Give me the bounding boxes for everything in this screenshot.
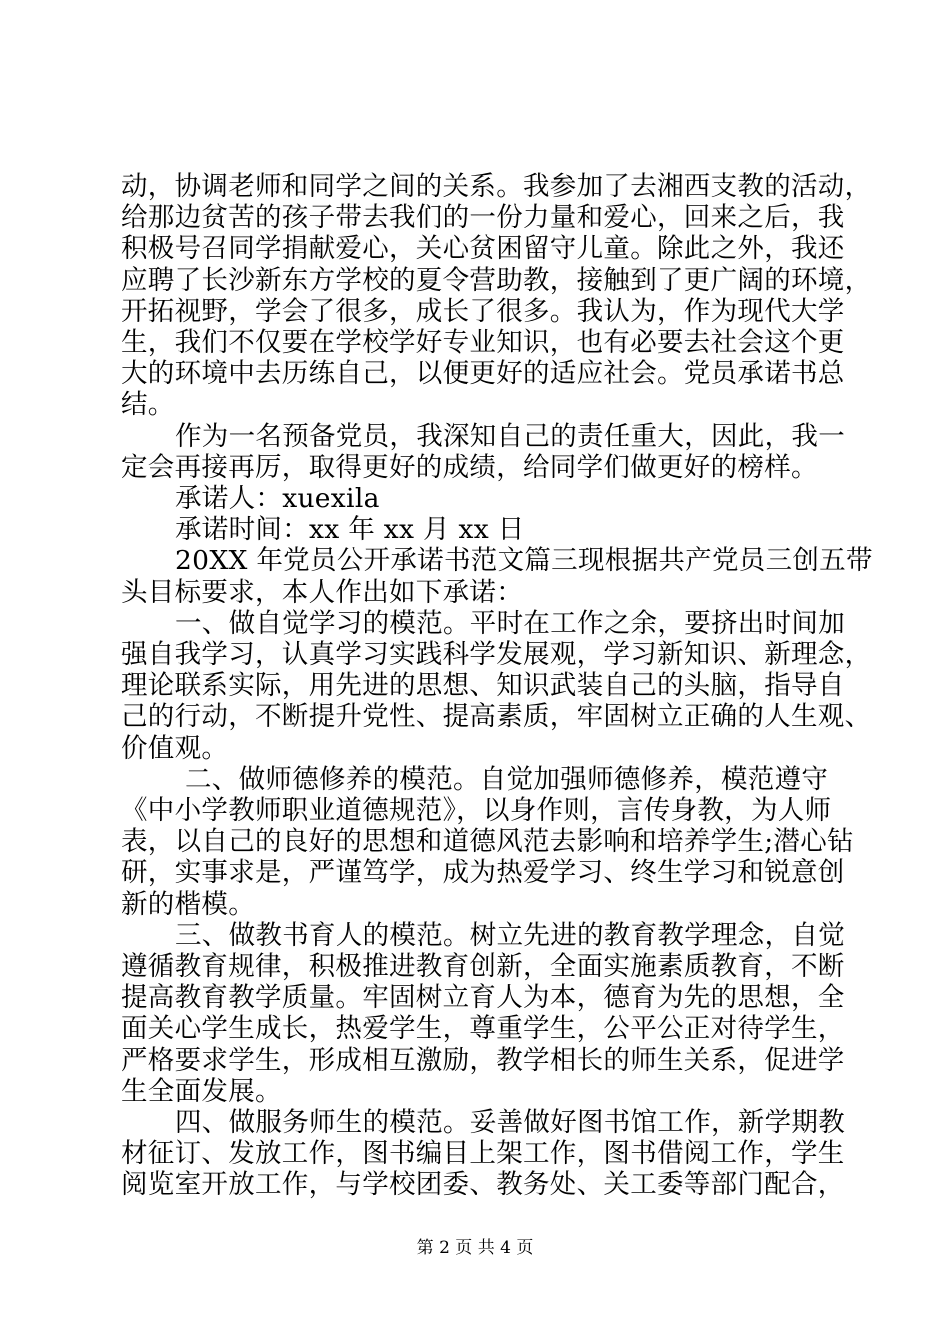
text-line: 头目标要求，本人作出如下承诺： [121, 577, 523, 608]
text-line: 强自我学习，认真学习实践科学发展观，学习新知识、新理念， [121, 639, 872, 670]
page-number-footer: 第 2 页 共 4 页 [416, 1238, 534, 1258]
text-line: 提高教育教学质量。牢固树立育人为本，德育为先的思想，全 [121, 982, 845, 1013]
text-line: 研，实事求是，严谨笃学，成为热爱学习、终生学习和锐意创 [121, 857, 845, 888]
text-line: 表，以自己的良好的思想和道德风范去影响和培养学生;潜心钻 [121, 826, 854, 857]
text-line: 价值观。 [121, 733, 229, 764]
signatory-line: 承诺人：xuexila [175, 483, 380, 514]
text-line: 严格要求学生，形成相互激励，教学相长的师生关系，促进学 [121, 1045, 845, 1076]
text-line: 生全面发展。 [121, 1076, 282, 1107]
paragraph-first-line: 二、做师德修养的模范。自觉加强师德修养，模范遵守 [185, 764, 829, 795]
text-line: 动，协调老师和同学之间的关系。我参加了去湘西支教的活动， [121, 171, 872, 202]
text-line: 理论联系实际，用先进的思想、知识武装自己的头脑，指导自 [121, 670, 845, 701]
text-line: 生，我们不仅要在学校学好专业知识，也有必要去社会这个更 [121, 327, 845, 358]
text-line: 《中小学教师职业道德规范》，以身作则，言传身教，为人师 [121, 795, 832, 826]
text-line: 积极号召同学捐献爱心，关心贫困留守儿童。除此之外，我还 [121, 233, 845, 264]
text-line: 应聘了长沙新东方学校的夏令营助教，接触到了更广阔的环境， [121, 265, 872, 296]
paragraph-first-line: 一、做自觉学习的模范。平时在工作之余，要挤出时间加 [175, 608, 845, 639]
text-line: 给那边贫苦的孩子带去我们的一份力量和爱心，回来之后，我 [121, 202, 845, 233]
paragraph-first-line: 三、做教书育人的模范。树立先进的教育教学理念，自觉 [175, 920, 845, 951]
section-heading-line: 20XX 年党员公开承诺书范文篇三现根据共产党员三创五带 [175, 545, 873, 576]
text-line: 阅览室开放工作，与学校团委、教务处、关工委等部门配合， [121, 1169, 845, 1200]
text-line: 新的楷模。 [121, 889, 255, 920]
text-line: 己的行动，不断提升党性、提高素质，牢固树立正确的人生观、 [121, 701, 872, 732]
text-line: 定会再接再厉，取得更好的成绩，给同学们做更好的榜样。 [121, 452, 818, 483]
text-line: 大的环境中去历练自己，以便更好的适应社会。党员承诺书总 [121, 358, 845, 389]
date-line: 承诺时间：xx 年 xx 月 xx 日 [175, 514, 525, 545]
text-line: 遵循教育规律，积极推进教育创新，全面实施素质教育，不断 [121, 951, 845, 982]
text-line: 结。 [121, 389, 175, 420]
text-line: 面关心学生成长，热爱学生，尊重学生，公平公正对待学生， [121, 1013, 845, 1044]
paragraph-first-line: 作为一名预备党员，我深知自己的责任重大，因此，我一 [175, 421, 845, 452]
text-line: 开拓视野，学会了很多，成长了很多。我认为，作为现代大学 [121, 296, 845, 327]
paragraph-first-line: 四、做服务师生的模范。妥善做好图书馆工作，新学期教 [175, 1107, 845, 1138]
text-line: 材征订、发放工作，图书编目上架工作，图书借阅工作，学生 [121, 1138, 845, 1169]
